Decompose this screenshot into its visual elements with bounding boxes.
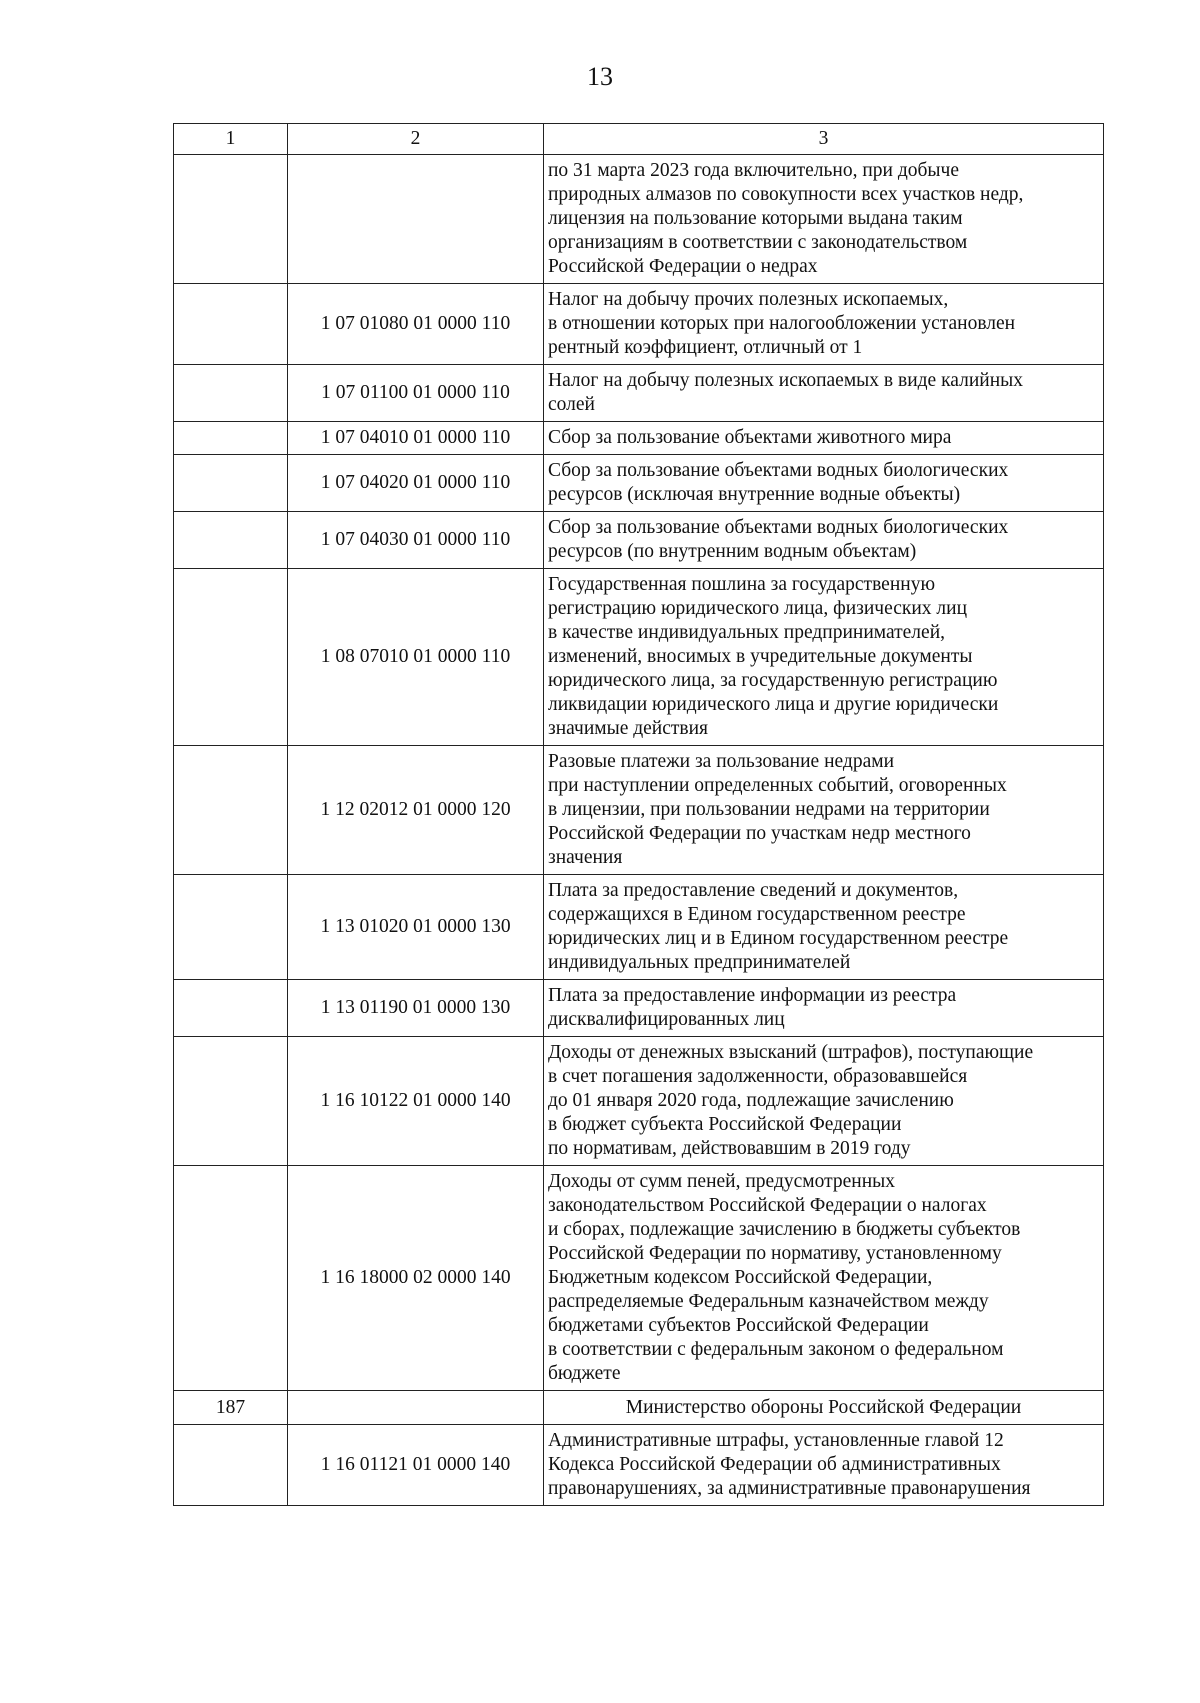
table-row [174, 1166, 1104, 1391]
description-cell [544, 569, 1104, 746]
description-line: распределяемые Федеральным казначейством между [548, 1291, 989, 1312]
row-number-cell [174, 512, 288, 569]
description-cell [544, 365, 1104, 422]
table-row [174, 365, 1104, 422]
classification-code-cell: 1 07 01100 01 0000 110 [288, 365, 544, 422]
description-line: в качестве индивидуальных предпринимателей, [548, 622, 946, 643]
description-line: дисквалифицированных лиц [548, 1009, 785, 1030]
description-line: в счет погашения задолженности, образовавшейся [548, 1066, 968, 1087]
classification-code-cell [288, 1391, 544, 1425]
revenue-codes-table [173, 123, 1104, 1506]
description-line: лицензия на пользование которыми выдана таким [548, 208, 963, 229]
table-row [174, 455, 1104, 512]
description-line: юридического лица, за государственную регистрацию [548, 670, 998, 691]
description-line: ресурсов (по внутренним водным объектам) [548, 541, 917, 562]
classification-code-cell: 1 13 01020 01 0000 130 [288, 875, 544, 980]
table-row [174, 569, 1104, 746]
description-line: Разовые платежи за пользование недрами [548, 751, 895, 772]
description-line: индивидуальных предпринимателей [548, 952, 851, 973]
description-line: регистрацию юридического лица, физических лиц [548, 598, 968, 619]
description-line: при наступлении определенных событий, оговоренных [548, 775, 1007, 796]
description-line: значения [548, 847, 623, 868]
description-line: Кодекса Российской Федерации об административных [548, 1454, 1001, 1475]
row-number-cell [174, 365, 288, 422]
description-cell [544, 422, 1104, 455]
row-number-cell [174, 155, 288, 284]
table-row [174, 422, 1104, 455]
description-line: бюджете [548, 1363, 621, 1384]
description-line: Доходы от денежных взысканий (штрафов), поступающие [548, 1042, 1034, 1063]
table-row [174, 512, 1104, 569]
table-row [174, 284, 1104, 365]
description-line: юридических лиц и в Едином государственном реестре [548, 928, 1009, 949]
description-line: законодательством Российской Федерации о налогах [548, 1195, 987, 1216]
description-cell [544, 746, 1104, 875]
description-cell [544, 980, 1104, 1037]
description-line: в лицензии, при пользовании недрами на территории [548, 799, 990, 820]
description-line: Сбор за пользование объектами водных биологических [548, 460, 1009, 481]
row-number-cell [174, 875, 288, 980]
description-line: Доходы от сумм пеней, предусмотренных [548, 1171, 895, 1192]
row-number-cell [174, 980, 288, 1037]
page-number: 13 [587, 62, 613, 91]
description-line: Плата за предоставление информации из реестра [548, 985, 957, 1006]
description-line: природных алмазов по совокупности всех участков недр, [548, 184, 1024, 205]
classification-code-cell: 1 07 04010 01 0000 110 [288, 422, 544, 455]
classification-code-cell: 1 08 07010 01 0000 110 [288, 569, 544, 746]
description-line: изменений, вносимых в учредительные документы [548, 646, 973, 667]
description-line: бюджетами субъектов Российской Федерации [548, 1315, 929, 1336]
row-number-cell [174, 422, 288, 455]
description-line: и сборах, подлежащие зачислению в бюджеты субъектов [548, 1219, 1021, 1240]
description-line: Административные штрафы, установленные главой 12 [548, 1430, 1004, 1451]
description-line: ликвидации юридического лица и другие юридически [548, 694, 999, 715]
description-line: Российской Федерации по нормативу, установленному [548, 1243, 1002, 1264]
description-cell [544, 155, 1104, 284]
description-line: по 31 марта 2023 года включительно, при добыче [548, 160, 959, 181]
row-number-cell [174, 284, 288, 365]
description-line: Сбор за пользование объектами водных биологических [548, 517, 1009, 538]
description-line: в соответствии с федеральным законом о федеральном [548, 1339, 1004, 1360]
description-cell [544, 512, 1104, 569]
description-line: Государственная пошлина за государственную [548, 574, 936, 595]
description-line: правонарушениях, за административные правонарушения [548, 1478, 1031, 1499]
column-header-3: 3 [544, 124, 1104, 155]
description-line: значимые действия [548, 718, 709, 739]
table-row [174, 980, 1104, 1037]
description-line: в бюджет субъекта Российской Федерации [548, 1114, 902, 1135]
description-line: солей [548, 394, 595, 415]
description-line: Налог на добычу полезных ископаемых в виде калийных [548, 370, 1023, 391]
row-number-cell [174, 1425, 288, 1506]
description-line: Российской Федерации по участкам недр местного [548, 823, 971, 844]
description-line: до 01 января 2020 года, подлежащие зачислению [548, 1090, 954, 1111]
description-line: рентный коэффициент, отличный от 1 [548, 337, 863, 358]
row-number-cell [174, 746, 288, 875]
description-line: Бюджетным кодексом Российской Федерации, [548, 1267, 933, 1288]
classification-code-cell: 1 13 01190 01 0000 130 [288, 980, 544, 1037]
description-line: по нормативам, действовавшим в 2019 году [548, 1138, 911, 1159]
description-cell [544, 455, 1104, 512]
table-row [174, 1425, 1104, 1506]
description-cell [544, 284, 1104, 365]
classification-code-cell: 1 07 04030 01 0000 110 [288, 512, 544, 569]
description-line: Сбор за пользование объектами животного мира [548, 427, 952, 448]
column-header-1: 1 [174, 124, 288, 155]
description-cell [544, 1425, 1104, 1506]
classification-code-cell: 1 16 18000 02 0000 140 [288, 1166, 544, 1391]
row-number-cell [174, 1037, 288, 1166]
table-row [174, 746, 1104, 875]
column-header-2: 2 [288, 124, 544, 155]
description-line: Плата за предоставление сведений и документов, [548, 880, 959, 901]
row-number-cell: 187 [174, 1391, 288, 1425]
classification-code-cell: 1 16 01121 01 0000 140 [288, 1425, 544, 1506]
description-line: содержащихся в Едином государственном реестре [548, 904, 966, 925]
table-row [174, 1037, 1104, 1166]
description-line: Российской Федерации о недрах [548, 256, 818, 277]
description-line: Налог на добычу прочих полезных ископаемых, [548, 289, 949, 310]
organization-row [174, 1391, 1104, 1425]
table-row [174, 875, 1104, 980]
description-cell [544, 875, 1104, 980]
organization-title: Министерство обороны Российской Федерации [544, 1391, 1104, 1425]
description-line: организациям в соответствии с законодательством [548, 232, 968, 253]
row-number-cell [174, 1166, 288, 1391]
table-row [174, 155, 1104, 284]
classification-code-cell: 1 12 02012 01 0000 120 [288, 746, 544, 875]
classification-code-cell [288, 155, 544, 284]
row-number-cell [174, 569, 288, 746]
row-number-cell [174, 455, 288, 512]
classification-code-cell: 1 07 04020 01 0000 110 [288, 455, 544, 512]
description-cell [544, 1037, 1104, 1166]
description-cell [544, 1166, 1104, 1391]
description-line: ресурсов (исключая внутренние водные объекты) [548, 484, 961, 505]
classification-code-cell: 1 16 10122 01 0000 140 [288, 1037, 544, 1166]
classification-code-cell: 1 07 01080 01 0000 110 [288, 284, 544, 365]
table-header-row [174, 124, 1104, 155]
description-line: в отношении которых при налогообложении установлен [548, 313, 1016, 334]
